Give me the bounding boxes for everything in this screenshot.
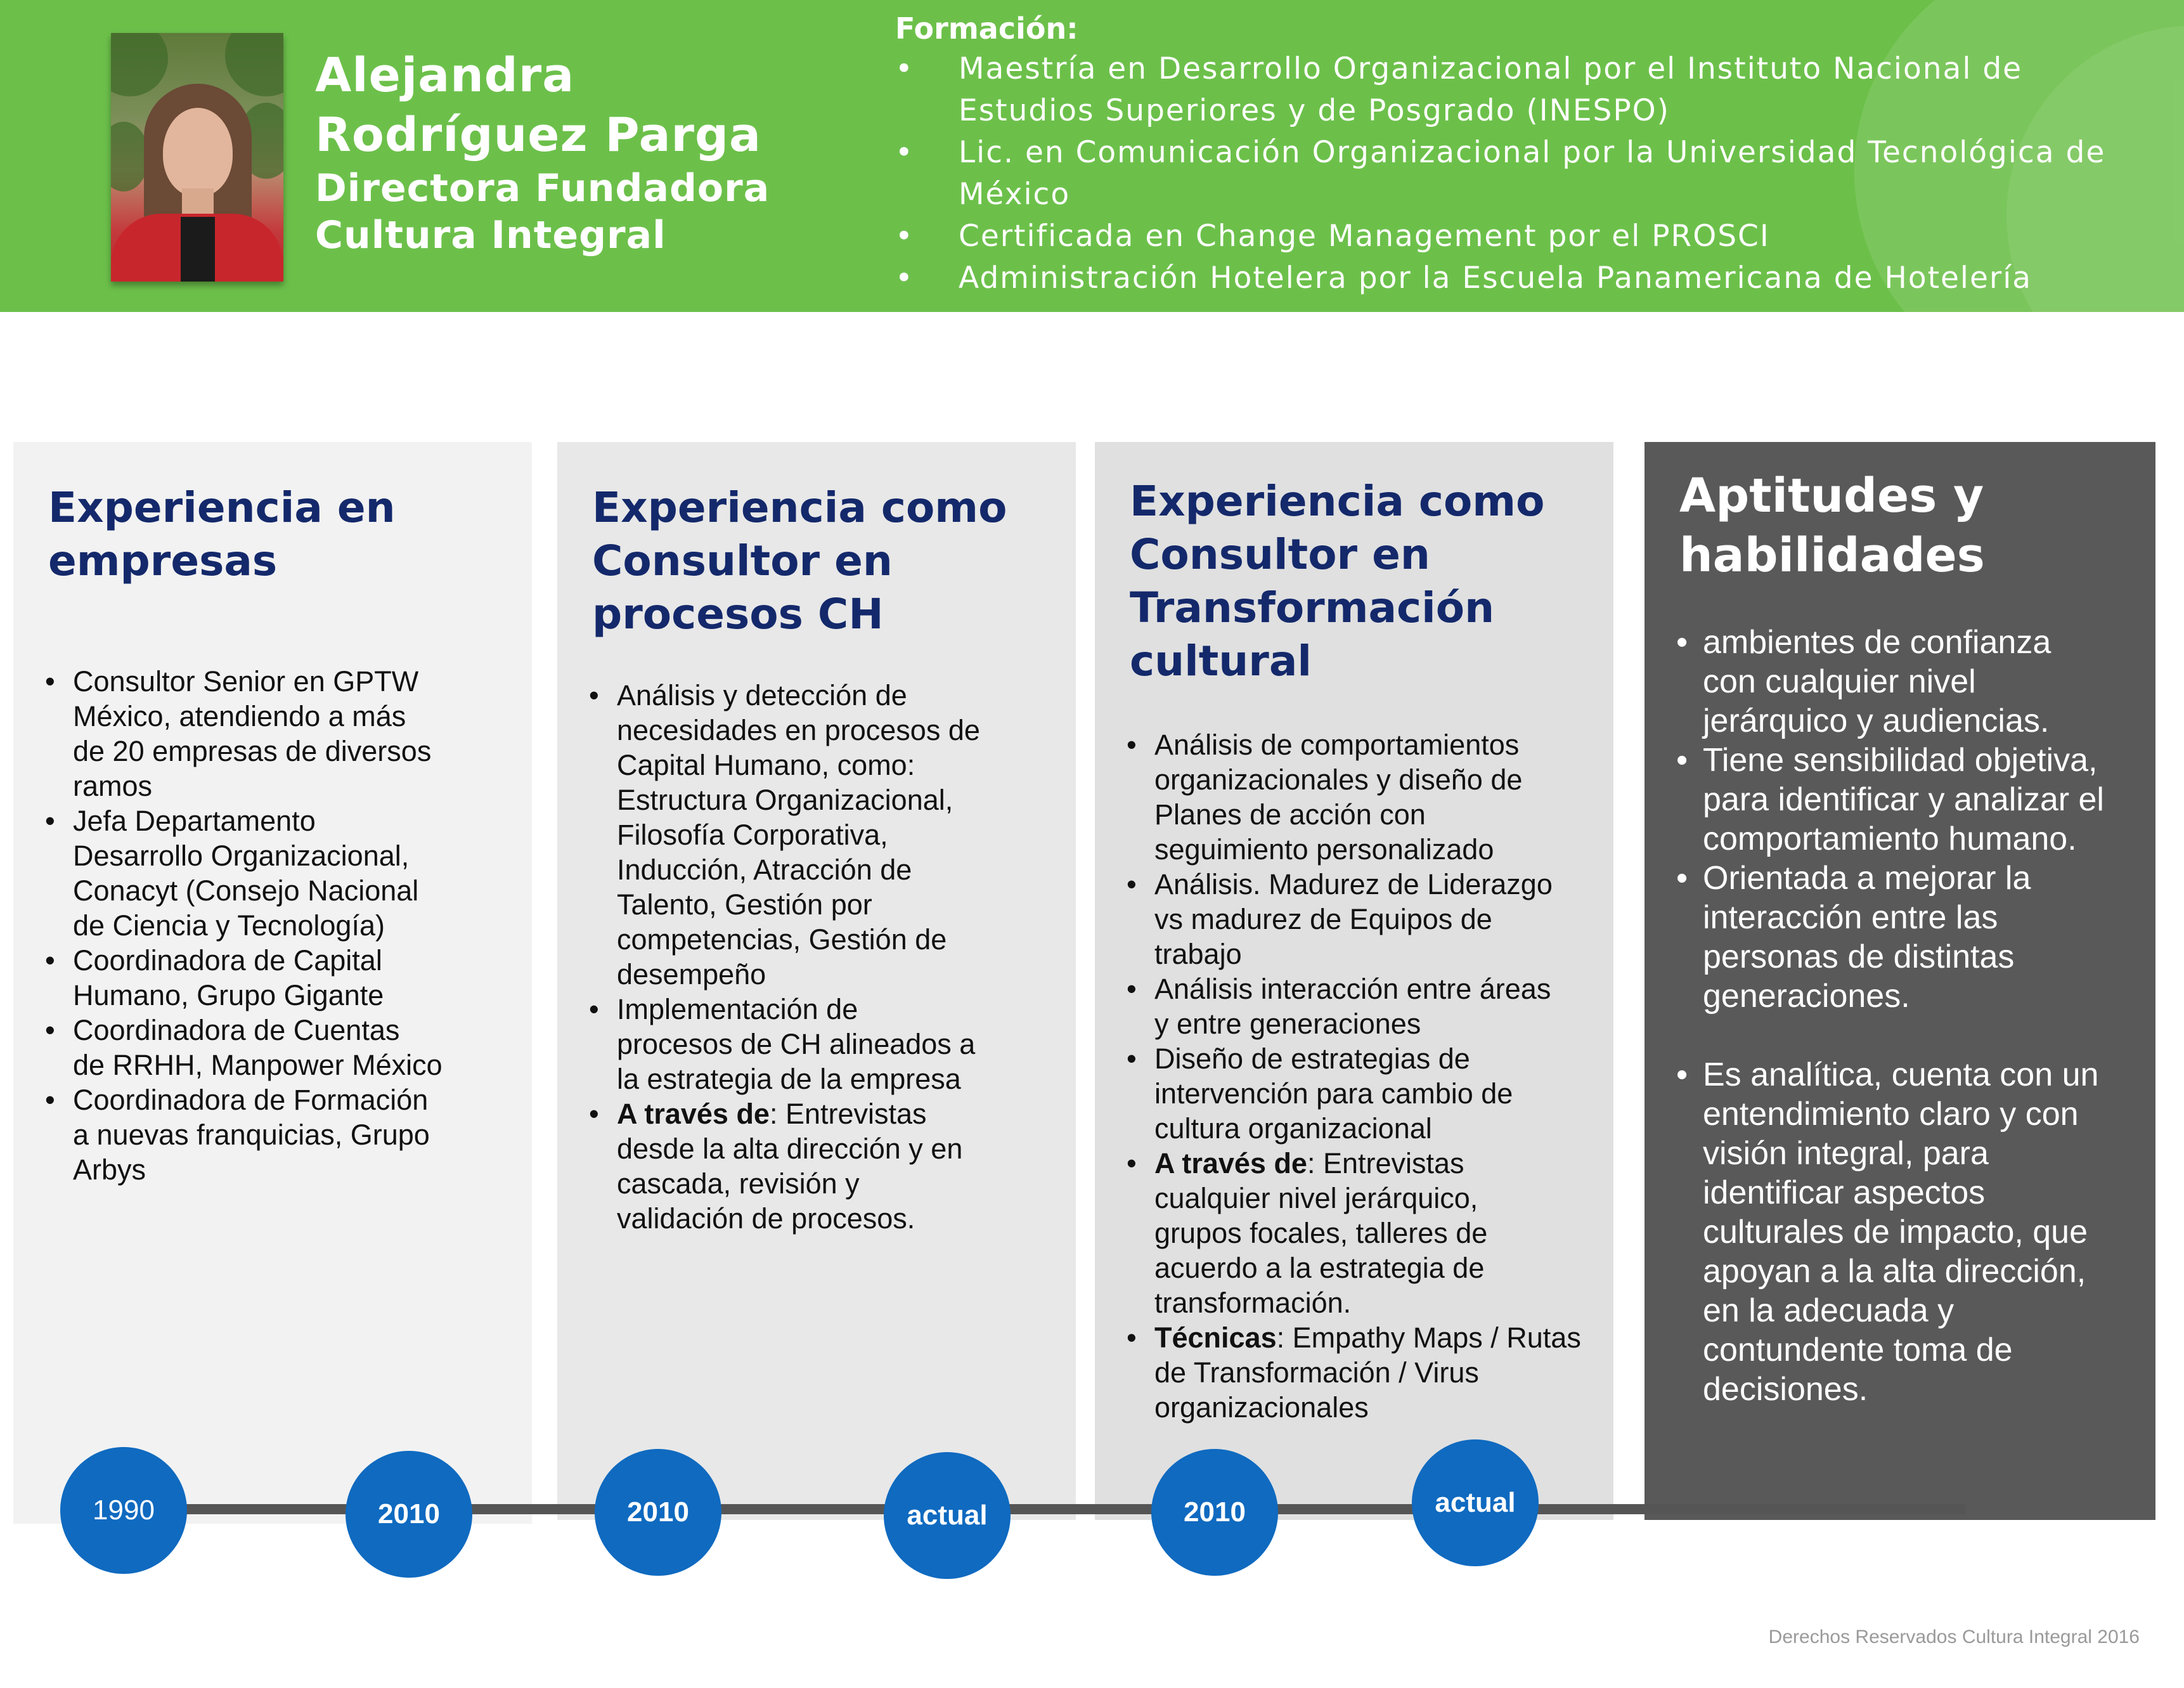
column-title: Experiencia como Consultor en Transformación cultural [1130, 477, 1545, 685]
list-item: • Análisis y detección de necesidades en procesos de Capital Humano, como: Estructura Organizacional, Filosofía Corporativa, Inducción, Atracción de Talento, Gestión por competencias, Gestión de desempeño [589, 679, 980, 990]
list-item: • Jefa Departamento Desarrollo Organizacional, Conacyt (Consejo Nacional de Ciencia y Tecnología) [45, 805, 419, 942]
list-item: • Análisis de comportamientos organizacionales y diseño de Planes de acción con seguimiento personalizado [1127, 729, 1523, 866]
column-list [1127, 727, 1601, 1425]
list-item: • Es analítica, cuenta con un entendimiento claro y con visión integral, para identificar aspectos culturales de impacto, que apoyan a la alta dirección, en la adecuada y contundente toma de decisiones. [1676, 1056, 2099, 1408]
list-item: • Análisis. Madurez de Liderazgo vs madurez de Equipos de trabajo [1127, 868, 1553, 970]
header-banner [0, 0, 2184, 312]
formacion-item: • Certificada en Change Management por el PROSCI [895, 216, 2150, 257]
column-list [1676, 623, 2143, 1409]
list-item: • A través de: Entrevistas cualquier nivel jerárquico, grupos focales, talleres de acuerdo a la estrategia de transformación. [1127, 1147, 1488, 1319]
bullet: • [895, 51, 914, 86]
formacion-section [895, 9, 2150, 299]
column-title: Experiencia como Consultor en procesos CH [592, 483, 1007, 639]
list-item: • ambientes de confianza con cualquier nivel jerárquico y audiencias. [1676, 624, 2052, 739]
person-name: Alejandra [315, 48, 575, 103]
formacion-list [895, 48, 2150, 299]
formacion-item: • Administración Hotelera por la Escuela Panamericana de Hotelería [895, 257, 2150, 299]
bullet: • [895, 219, 914, 254]
list-item: • Tiene sensibilidad objetiva, para identificar y analizar el comportamiento humano. [1676, 742, 2104, 857]
column-title: Experiencia en empresas [48, 483, 396, 585]
timeline-year-marker: 2010 [1151, 1449, 1278, 1576]
list-item: • Consultor Senior en GPTW México, atendiendo a más de 20 empresas de diversos ramos [45, 665, 432, 802]
person-role: Directora Fundadora [315, 166, 770, 211]
list-item: • Coordinadora de Capital Humano, Grupo Gigante [45, 944, 384, 1011]
timeline-year-marker: 2010 [346, 1451, 472, 1578]
column-consultor-transformacion [1095, 442, 1613, 1520]
timeline-year-marker: 2010 [595, 1449, 721, 1576]
timeline-year-marker: 1990 [60, 1447, 187, 1574]
list-item: • A través de: Entrevistas desde la alta dirección y en cascada, revisión y validación de procesos. [589, 1098, 963, 1235]
column-title: Aptitudes y habilidades [1679, 469, 1985, 583]
column-experiencia-empresas [13, 442, 532, 1524]
person-name: Rodríguez Parga [315, 108, 761, 162]
column-list [589, 678, 1063, 1236]
list-item: • Coordinadora de Formación a nuevas franquicias, Grupo Arbys [45, 1084, 430, 1186]
formacion-item: • Maestría en Desarrollo Organizacional por el Instituto Nacional de Estudios Superiores y de Posgrado (INESPO) [895, 48, 2150, 132]
profile-photo [111, 33, 283, 282]
bullet: • [895, 261, 914, 295]
column-aptitudes-habilidades [1644, 442, 2155, 1520]
list-item: • Técnicas: Empathy Maps / Rutas de Transformación / Virus organizacionales [1127, 1321, 1581, 1424]
column-consultor-procesos-ch [557, 442, 1076, 1520]
formacion-title: Formación: [895, 11, 1078, 46]
bullet: • [895, 135, 914, 170]
list-item: • Implementación de procesos de CH alineados a la estrategia de la empresa [589, 993, 976, 1095]
list-item: • Orientada a mejorar la interacción entre las personas de distintas generaciones. [1676, 860, 2031, 1015]
list-item: • Coordinadora de Cuentas de RRHH, Manpower México [45, 1014, 443, 1081]
person-company: Cultura Integral [315, 213, 666, 257]
copyright-notice: Derechos Reservados Cultura Integral 2016 [1768, 1626, 2140, 1647]
timeline-year-marker: actual [884, 1452, 1011, 1579]
list-item: • Diseño de estrategias de intervención para cambio de cultura organizacional [1127, 1042, 1513, 1145]
list-item: • Análisis interacción entre áreas y entre generaciones [1127, 973, 1551, 1040]
formacion-item: • Lic. en Comunicación Organizacional por la Universidad Tecnológica de México [895, 132, 2150, 216]
column-list [45, 664, 519, 1187]
name-block [315, 46, 770, 259]
timeline-year-marker: actual [1412, 1439, 1539, 1566]
